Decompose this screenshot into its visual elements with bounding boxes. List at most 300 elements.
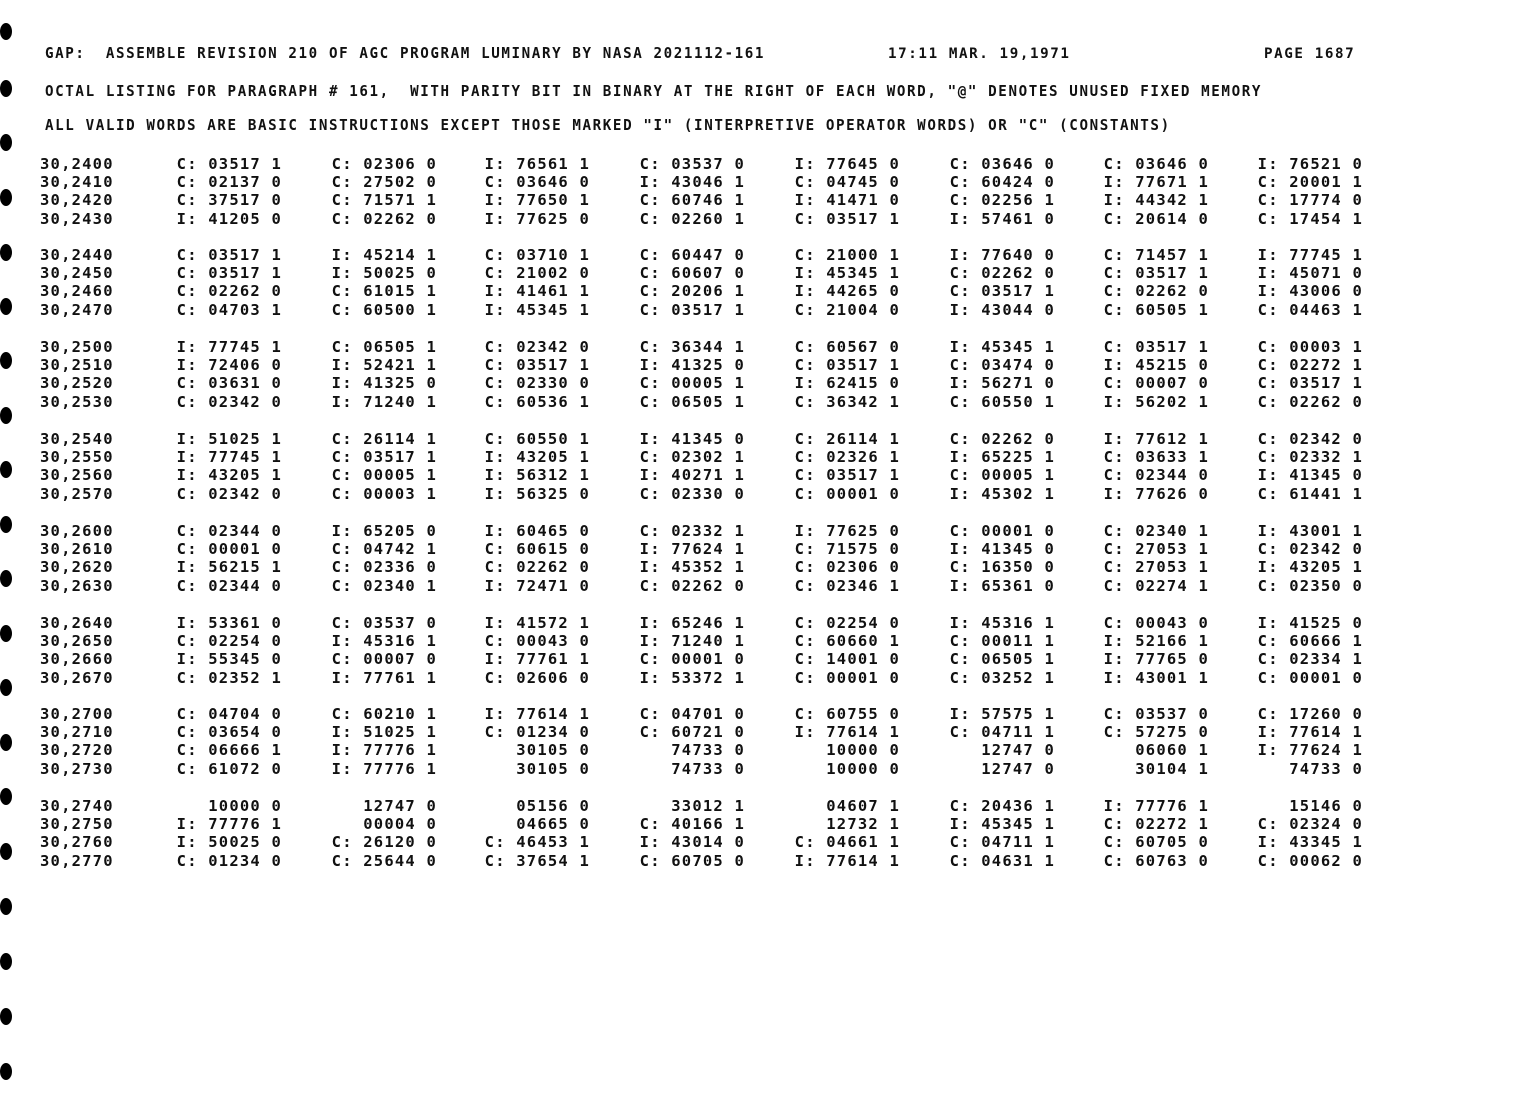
- octal-word: I: 65205 0: [331, 522, 437, 540]
- octal-word: C: 02332 1: [1257, 448, 1363, 467]
- row-address: 30,2540: [40, 430, 114, 448]
- octal-word: I: 77614 1: [484, 705, 590, 723]
- octal-word: C: 60660 1: [794, 632, 900, 651]
- row-address: 30,2740: [40, 797, 114, 815]
- octal-word: C: 00043 0: [1103, 614, 1209, 632]
- punch-hole: [0, 1063, 12, 1080]
- octal-word: C: 03646 0: [484, 173, 590, 192]
- octal-word: C: 02344 0: [176, 522, 282, 540]
- octal-word: C: 03517 1: [484, 356, 590, 375]
- octal-word: C: 03517 1: [794, 209, 900, 228]
- octal-word: I: 43014 0: [639, 833, 745, 852]
- octal-word: I: 77625 0: [484, 209, 590, 228]
- row-address: 30,2620: [40, 558, 114, 577]
- octal-word: C: 03517 1: [176, 246, 282, 264]
- octal-word: I: 45345 1: [949, 338, 1055, 356]
- octal-word: C: 60746 1: [639, 191, 745, 210]
- octal-word: C: 02342 0: [176, 392, 282, 411]
- octal-word: I: 43345 1: [1257, 833, 1363, 852]
- row-address: 30,2460: [40, 282, 114, 301]
- octal-word: C: 60536 1: [484, 392, 590, 411]
- octal-word: C: 03517 1: [1103, 338, 1209, 356]
- octal-word: I: 77624 1: [1257, 741, 1363, 760]
- octal-word: C: 00001 0: [176, 540, 282, 559]
- octal-word: C: 03517 1: [639, 300, 745, 319]
- octal-word: I: 52166 1: [1103, 632, 1209, 651]
- octal-word: C: 02262 0: [1257, 392, 1363, 411]
- octal-word: I: 41325 0: [639, 356, 745, 375]
- row-address: 30,2670: [40, 668, 114, 687]
- punch-hole: [0, 843, 12, 860]
- octal-word: C: 02306 0: [331, 155, 437, 173]
- octal-word: I: 76521 0: [1257, 155, 1363, 173]
- octal-word: C: 02262 0: [331, 209, 437, 228]
- punch-hole: [0, 134, 12, 151]
- octal-word: C: 00043 0: [484, 632, 590, 651]
- octal-word: C: 02344 0: [176, 576, 282, 595]
- octal-word: 05156 0: [516, 797, 590, 815]
- octal-word: C: 02326 1: [794, 448, 900, 467]
- octal-word: I: 56325 0: [484, 484, 590, 503]
- octal-word: C: 02340 1: [1103, 522, 1209, 540]
- octal-word: C: 02262 0: [949, 264, 1055, 283]
- row-address: 30,2560: [40, 466, 114, 485]
- octal-word: I: 45316 1: [949, 614, 1055, 632]
- octal-word: C: 46453 1: [484, 833, 590, 852]
- listing-legend: ALL VALID WORDS ARE BASIC INSTRUCTIONS EXCEPT THOSE MARKED "I" (INTERPRETIVE OPERATOR WORDS) OR "C" (CONSTANTS): [45, 117, 1171, 135]
- octal-word: C: 60500 1: [331, 300, 437, 319]
- octal-word: C: 36342 1: [794, 392, 900, 411]
- octal-word: I: 77745 1: [1257, 246, 1363, 264]
- octal-word: I: 77761 1: [331, 668, 437, 687]
- octal-word: I: 77624 1: [639, 540, 745, 559]
- octal-word: C: 21004 0: [794, 300, 900, 319]
- octal-word: C: 26114 1: [794, 430, 900, 448]
- row-address: 30,2500: [40, 338, 114, 356]
- octal-word: C: 04703 1: [176, 300, 282, 319]
- octal-word: I: 77776 1: [331, 741, 437, 760]
- octal-word: C: 03517 1: [176, 264, 282, 283]
- octal-word: C: 03710 1: [484, 246, 590, 264]
- octal-word: I: 77614 1: [794, 851, 900, 870]
- punch-hole: [0, 625, 12, 642]
- octal-word: C: 01234 0: [176, 851, 282, 870]
- row-address: 30,2520: [40, 374, 114, 393]
- octal-word: C: 26114 1: [331, 430, 437, 448]
- octal-word: I: 41525 0: [1257, 614, 1363, 632]
- octal-word: C: 60607 0: [639, 264, 745, 283]
- octal-word: C: 04711 1: [949, 723, 1055, 742]
- octal-word: C: 02342 0: [176, 484, 282, 503]
- octal-word: C: 02324 0: [1257, 815, 1363, 834]
- octal-word: C: 03537 0: [331, 614, 437, 632]
- octal-word: C: 02342 0: [1257, 540, 1363, 559]
- row-address: 30,2750: [40, 815, 114, 834]
- octal-word: C: 06505 1: [949, 650, 1055, 669]
- octal-word: C: 00062 0: [1257, 851, 1363, 870]
- octal-word: I: 55345 0: [176, 650, 282, 669]
- octal-word: I: 77776 1: [1103, 797, 1209, 815]
- octal-word: C: 20206 1: [639, 282, 745, 301]
- octal-word: C: 00001 0: [639, 650, 745, 669]
- octal-word: C: 03537 0: [639, 155, 745, 173]
- octal-word: C: 37517 0: [176, 191, 282, 210]
- octal-word: 30104 1: [1135, 759, 1209, 778]
- octal-word: C: 03252 1: [949, 668, 1055, 687]
- listing-description: OCTAL LISTING FOR PARAGRAPH # 161, WITH PARITY BIT IN BINARY AT THE RIGHT OF EACH WORD, "@" DENOTES UNUSED FIXED MEMORY: [45, 83, 1262, 101]
- octal-word: C: 21000 1: [794, 246, 900, 264]
- octal-word: C: 60505 1: [1103, 300, 1209, 319]
- row-address: 30,2650: [40, 632, 114, 651]
- punch-hole: [0, 516, 12, 533]
- octal-word: I: 44342 1: [1103, 191, 1209, 210]
- octal-word: I: 41325 0: [331, 374, 437, 393]
- octal-word: I: 41572 1: [484, 614, 590, 632]
- octal-word: I: 53372 1: [639, 668, 745, 687]
- octal-word: C: 03646 0: [1103, 155, 1209, 173]
- octal-word: I: 77640 0: [949, 246, 1055, 264]
- punch-hole: [0, 244, 12, 261]
- row-address: 30,2530: [40, 392, 114, 411]
- octal-word: I: 43006 0: [1257, 282, 1363, 301]
- octal-word: 12732 1: [826, 815, 900, 834]
- listing-title: GAP: ASSEMBLE REVISION 210 OF AGC PROGRAM LUMINARY BY NASA 2021112-161: [45, 45, 766, 63]
- listing-timestamp: 17:11 MAR. 19,1971: [888, 46, 1071, 62]
- octal-word: I: 45345 1: [484, 300, 590, 319]
- octal-word: C: 20001 1: [1257, 173, 1363, 192]
- octal-word: C: 02336 0: [331, 558, 437, 577]
- octal-word: I: 57461 0: [949, 209, 1055, 228]
- octal-word: C: 02137 0: [176, 173, 282, 192]
- octal-word: C: 61015 1: [331, 282, 437, 301]
- octal-word: C: 17774 0: [1257, 191, 1363, 210]
- octal-word: I: 72406 0: [176, 356, 282, 375]
- row-address: 30,2470: [40, 300, 114, 319]
- octal-word: I: 44265 0: [794, 282, 900, 301]
- octal-word: C: 03517 1: [794, 356, 900, 375]
- row-address: 30,2440: [40, 246, 114, 264]
- row-address: 30,2660: [40, 650, 114, 669]
- octal-word: C: 27053 1: [1103, 558, 1209, 577]
- row-address: 30,2570: [40, 484, 114, 503]
- octal-word: C: 04742 1: [331, 540, 437, 559]
- octal-word: 10000 0: [826, 741, 900, 760]
- octal-word: C: 17260 0: [1257, 705, 1363, 723]
- octal-word: C: 61072 0: [176, 759, 282, 778]
- octal-word: C: 04701 0: [639, 705, 745, 723]
- octal-word: I: 56312 1: [484, 466, 590, 485]
- octal-word: C: 04745 0: [794, 173, 900, 192]
- octal-word: C: 60550 1: [949, 392, 1055, 411]
- octal-word: C: 02254 0: [176, 632, 282, 651]
- octal-word: I: 77650 1: [484, 191, 590, 210]
- octal-word: I: 50025 0: [331, 264, 437, 283]
- octal-word: C: 02342 0: [1257, 430, 1363, 448]
- octal-word: C: 02340 1: [331, 576, 437, 595]
- row-address: 30,2720: [40, 741, 114, 760]
- octal-word: C: 61441 1: [1257, 484, 1363, 503]
- octal-word: I: 45316 1: [331, 632, 437, 651]
- octal-word: C: 03631 0: [176, 374, 282, 393]
- octal-word: I: 56202 1: [1103, 392, 1209, 411]
- row-address: 30,2730: [40, 759, 114, 778]
- octal-word: C: 01234 0: [484, 723, 590, 742]
- octal-word: C: 00001 0: [794, 484, 900, 503]
- octal-word: C: 02272 1: [1257, 356, 1363, 375]
- octal-word: I: 41471 0: [794, 191, 900, 210]
- octal-word: C: 04711 1: [949, 833, 1055, 852]
- octal-word: I: 43205 1: [176, 466, 282, 485]
- punch-hole: [0, 352, 12, 369]
- row-address: 30,2400: [40, 155, 114, 173]
- octal-word: 30105 0: [516, 759, 590, 778]
- octal-word: C: 04631 1: [949, 851, 1055, 870]
- octal-word: C: 03633 1: [1103, 448, 1209, 467]
- octal-word: I: 77626 0: [1103, 484, 1209, 503]
- octal-word: C: 03517 1: [794, 466, 900, 485]
- octal-word: C: 16350 0: [949, 558, 1055, 577]
- octal-word: C: 02344 0: [1103, 466, 1209, 485]
- octal-word: 06060 1: [1135, 741, 1209, 760]
- octal-word: C: 60755 0: [794, 705, 900, 723]
- octal-word: C: 03474 0: [949, 356, 1055, 375]
- octal-word: C: 60763 0: [1103, 851, 1209, 870]
- octal-word: C: 02262 0: [639, 576, 745, 595]
- octal-word: I: 77745 1: [176, 338, 282, 356]
- punch-hole: [0, 570, 12, 587]
- row-address: 30,2770: [40, 851, 114, 870]
- octal-word: I: 50025 0: [176, 833, 282, 852]
- octal-word: I: 43044 0: [949, 300, 1055, 319]
- octal-word: C: 02346 1: [794, 576, 900, 595]
- octal-word: I: 45215 0: [1103, 356, 1209, 375]
- row-address: 30,2640: [40, 614, 114, 632]
- octal-word: C: 27502 0: [331, 173, 437, 192]
- row-address: 30,2600: [40, 522, 114, 540]
- octal-word: C: 60721 0: [639, 723, 745, 742]
- octal-word: C: 00011 1: [949, 632, 1055, 651]
- octal-word: C: 02334 1: [1257, 650, 1363, 669]
- octal-word: C: 03517 1: [1103, 264, 1209, 283]
- octal-word: C: 40166 1: [639, 815, 745, 834]
- octal-word: I: 77614 1: [1257, 723, 1363, 742]
- punch-hole: [0, 23, 12, 40]
- octal-word: C: 27053 1: [1103, 540, 1209, 559]
- octal-word: C: 03517 1: [176, 155, 282, 173]
- octal-word: I: 51025 1: [176, 430, 282, 448]
- octal-word: 10000 0: [826, 759, 900, 778]
- octal-word: I: 51025 1: [331, 723, 437, 742]
- row-address: 30,2430: [40, 209, 114, 228]
- octal-word: C: 60447 0: [639, 246, 745, 264]
- octal-word: C: 02262 0: [1103, 282, 1209, 301]
- octal-word: C: 00007 0: [331, 650, 437, 669]
- octal-word: C: 02272 1: [1103, 815, 1209, 834]
- octal-word: 00004 0: [363, 815, 437, 834]
- octal-word: 10000 0: [208, 797, 282, 815]
- octal-word: C: 17454 1: [1257, 209, 1363, 228]
- punch-hole: [0, 953, 12, 970]
- octal-word: I: 41345 0: [639, 430, 745, 448]
- octal-word: I: 45352 1: [639, 558, 745, 577]
- octal-word: I: 45214 1: [331, 246, 437, 264]
- octal-word: I: 65361 0: [949, 576, 1055, 595]
- octal-word: I: 60465 0: [484, 522, 590, 540]
- octal-word: I: 57575 1: [949, 705, 1055, 723]
- octal-word: C: 60615 0: [484, 540, 590, 559]
- octal-word: 33012 1: [671, 797, 745, 815]
- punch-hole: [0, 734, 12, 751]
- octal-word: C: 26120 0: [331, 833, 437, 852]
- octal-word: I: 65246 1: [639, 614, 745, 632]
- octal-word: C: 02262 0: [484, 558, 590, 577]
- octal-word: C: 37654 1: [484, 851, 590, 870]
- octal-word: C: 00007 0: [1103, 374, 1209, 393]
- octal-word: C: 02352 1: [176, 668, 282, 687]
- octal-word: I: 43001 1: [1257, 522, 1363, 540]
- octal-word: C: 02256 1: [949, 191, 1055, 210]
- octal-word: I: 77776 1: [331, 759, 437, 778]
- octal-word: I: 56215 1: [176, 558, 282, 577]
- octal-word: I: 45345 1: [794, 264, 900, 283]
- octal-word: I: 53361 0: [176, 614, 282, 632]
- octal-word: I: 56271 0: [949, 374, 1055, 393]
- octal-word: C: 04704 0: [176, 705, 282, 723]
- octal-word: C: 02274 1: [1103, 576, 1209, 595]
- octal-word: C: 02262 0: [949, 430, 1055, 448]
- octal-word: C: 20614 0: [1103, 209, 1209, 228]
- punch-hole: [0, 189, 12, 206]
- octal-word: 74733 0: [671, 759, 745, 778]
- punch-hole: [0, 898, 12, 915]
- octal-word: C: 02330 0: [639, 484, 745, 503]
- octal-word: C: 00001 0: [949, 522, 1055, 540]
- octal-word: C: 06666 1: [176, 741, 282, 760]
- octal-word: I: 72471 0: [484, 576, 590, 595]
- octal-word: C: 00001 0: [1257, 668, 1363, 687]
- octal-word: C: 60210 1: [331, 705, 437, 723]
- punch-hole: [0, 461, 12, 478]
- octal-word: C: 03517 1: [1257, 374, 1363, 393]
- octal-word: I: 43046 1: [639, 173, 745, 192]
- octal-word: C: 71571 1: [331, 191, 437, 210]
- octal-word: I: 77614 1: [794, 723, 900, 742]
- octal-word: C: 03517 1: [949, 282, 1055, 301]
- octal-word: C: 02260 1: [639, 209, 745, 228]
- octal-word: C: 03537 0: [1103, 705, 1209, 723]
- octal-word: C: 36344 1: [639, 338, 745, 356]
- octal-word: C: 03646 0: [949, 155, 1055, 173]
- octal-word: C: 60550 1: [484, 430, 590, 448]
- row-address: 30,2710: [40, 723, 114, 742]
- octal-word: I: 41461 1: [484, 282, 590, 301]
- octal-word: I: 43205 1: [1257, 558, 1363, 577]
- octal-word: C: 60424 0: [949, 173, 1055, 192]
- octal-word: I: 40271 1: [639, 466, 745, 485]
- punch-hole: [0, 1008, 12, 1025]
- octal-word: C: 02606 0: [484, 668, 590, 687]
- octal-word: C: 04463 1: [1257, 300, 1363, 319]
- octal-word: C: 02330 0: [484, 374, 590, 393]
- octal-word: C: 71575 0: [794, 540, 900, 559]
- octal-word: C: 00005 1: [639, 374, 745, 393]
- octal-word: I: 76561 1: [484, 155, 590, 173]
- octal-word: I: 45345 1: [949, 815, 1055, 834]
- octal-word: C: 02306 0: [794, 558, 900, 577]
- octal-word: I: 77761 1: [484, 650, 590, 669]
- octal-word: I: 62415 0: [794, 374, 900, 393]
- octal-word: 04665 0: [516, 815, 590, 834]
- octal-word: C: 03654 0: [176, 723, 282, 742]
- octal-word: I: 77625 0: [794, 522, 900, 540]
- row-address: 30,2420: [40, 191, 114, 210]
- octal-word: C: 60705 0: [639, 851, 745, 870]
- octal-word: I: 77645 0: [794, 155, 900, 173]
- punch-hole: [0, 298, 12, 315]
- octal-word: C: 60666 1: [1257, 632, 1363, 651]
- octal-word: C: 20436 1: [949, 797, 1055, 815]
- octal-word: I: 77612 1: [1103, 430, 1209, 448]
- octal-word: C: 14001 0: [794, 650, 900, 669]
- row-address: 30,2410: [40, 173, 114, 192]
- page-number: PAGE 1687: [1264, 46, 1356, 62]
- octal-word: C: 02254 0: [794, 614, 900, 632]
- octal-word: C: 21002 0: [484, 264, 590, 283]
- octal-word: I: 45302 1: [949, 484, 1055, 503]
- octal-word: C: 25644 0: [331, 851, 437, 870]
- row-address: 30,2610: [40, 540, 114, 559]
- octal-word: C: 02342 0: [484, 338, 590, 356]
- octal-word: I: 41345 0: [1257, 466, 1363, 485]
- octal-word: 12747 0: [981, 759, 1055, 778]
- octal-word: C: 71457 1: [1103, 246, 1209, 264]
- row-address: 30,2630: [40, 576, 114, 595]
- octal-word: I: 77745 1: [176, 448, 282, 467]
- octal-word: C: 00005 1: [949, 466, 1055, 485]
- octal-word: C: 00005 1: [331, 466, 437, 485]
- row-address: 30,2700: [40, 705, 114, 723]
- punch-hole: [0, 80, 12, 97]
- octal-word: I: 71240 1: [639, 632, 745, 651]
- octal-word: C: 03517 1: [331, 448, 437, 467]
- octal-word: 04607 1: [826, 797, 900, 815]
- octal-word: I: 43205 1: [484, 448, 590, 467]
- octal-word: C: 06505 1: [639, 392, 745, 411]
- row-address: 30,2760: [40, 833, 114, 852]
- octal-word: C: 06505 1: [331, 338, 437, 356]
- octal-word: 15146 0: [1289, 797, 1363, 815]
- punch-hole: [0, 788, 12, 805]
- octal-word: I: 43001 1: [1103, 668, 1209, 687]
- octal-word: C: 02262 0: [176, 282, 282, 301]
- punch-hole: [0, 407, 12, 424]
- octal-word: C: 00003 1: [331, 484, 437, 503]
- octal-word: I: 77776 1: [176, 815, 282, 834]
- row-address: 30,2550: [40, 448, 114, 467]
- row-address: 30,2450: [40, 264, 114, 283]
- octal-word: I: 45071 0: [1257, 264, 1363, 283]
- octal-word: C: 00001 0: [794, 668, 900, 687]
- punch-hole: [0, 679, 12, 696]
- octal-word: I: 65225 1: [949, 448, 1055, 467]
- octal-word: I: 52421 1: [331, 356, 437, 375]
- octal-word: 30105 0: [516, 741, 590, 760]
- octal-word: 74733 0: [671, 741, 745, 760]
- octal-word: C: 57275 0: [1103, 723, 1209, 742]
- octal-word: C: 04661 1: [794, 833, 900, 852]
- octal-word: C: 00003 1: [1257, 338, 1363, 356]
- octal-word: I: 71240 1: [331, 392, 437, 411]
